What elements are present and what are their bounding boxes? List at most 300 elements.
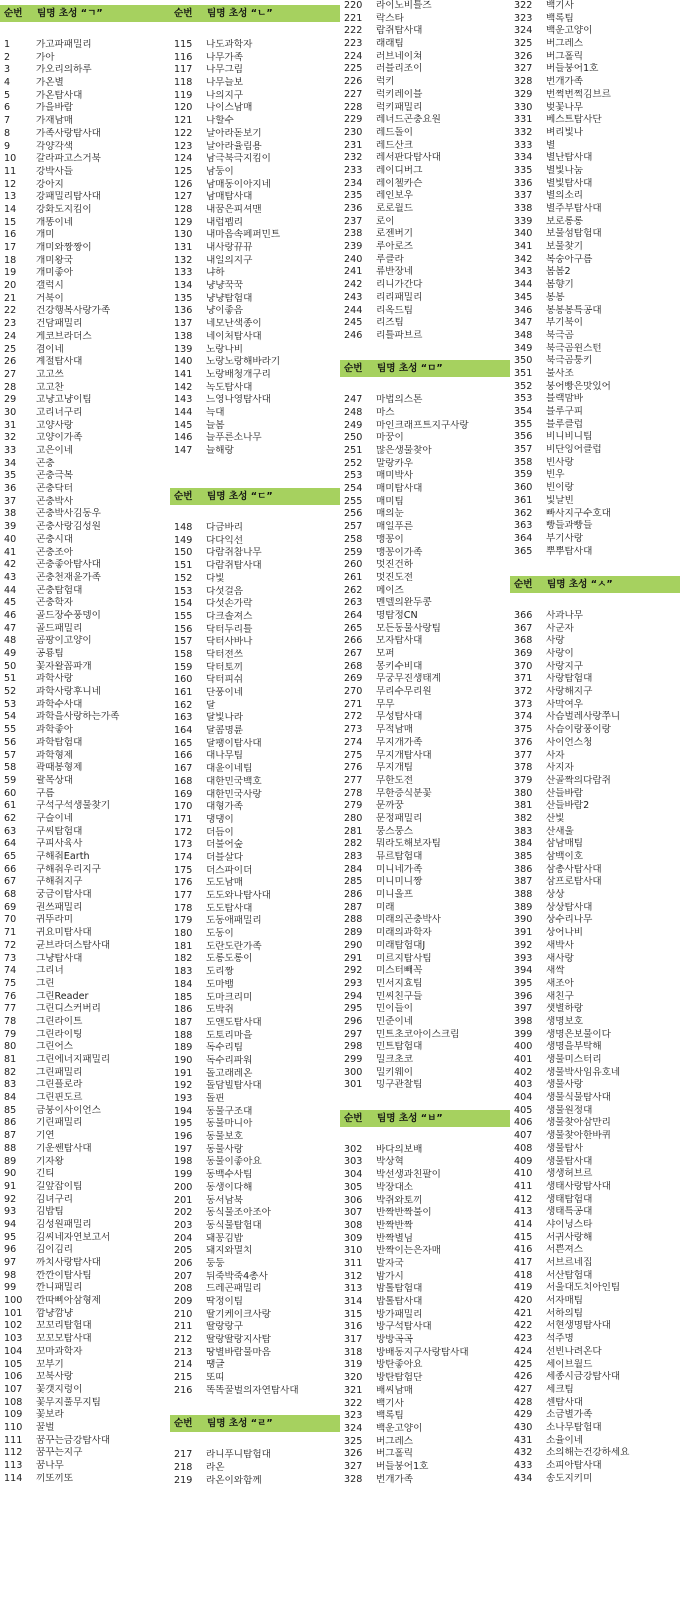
list-item	[0, 1143, 170, 1156]
item-number: 137	[174, 318, 193, 330]
team-name: 소율이네	[546, 1434, 584, 1446]
item-number: 404	[514, 1092, 533, 1104]
list-item	[510, 1092, 680, 1105]
item-number: 329	[514, 88, 533, 100]
list-item	[170, 979, 340, 992]
item-number: 199	[174, 1169, 193, 1181]
list-item	[510, 1041, 680, 1054]
item-number: 420	[514, 1295, 533, 1307]
team-name: 산골짝의다람쥐	[546, 774, 611, 786]
team-name: 북극곰	[546, 329, 574, 341]
list-item	[0, 902, 170, 915]
item-number: 159	[174, 661, 193, 673]
item-number: 275	[344, 749, 363, 761]
team-name: 붕어빵은맛있어	[546, 380, 611, 392]
team-name: 마스	[376, 406, 395, 418]
list-item	[0, 166, 170, 179]
item-number: 243	[344, 291, 363, 303]
list-item	[170, 890, 340, 903]
list-item	[170, 1271, 340, 1284]
list-item	[340, 788, 510, 801]
item-number: 70	[4, 914, 17, 926]
team-name: 독수리파워	[206, 1054, 253, 1066]
team-name: 남매동이아지네	[206, 178, 271, 190]
team-name: 개똥이네	[36, 216, 74, 228]
team-name: 나의지구	[206, 89, 244, 101]
item-number: 372	[514, 686, 533, 698]
team-name: 사랑해지구	[546, 686, 593, 698]
team-name: 동물마니아	[206, 1118, 253, 1130]
team-name: 번쩍번쩍김브르	[546, 88, 611, 100]
team-name: 드레곤패밀리	[206, 1283, 262, 1295]
team-name: 방배동지구사랑탐사대	[376, 1346, 469, 1358]
list-item	[170, 877, 340, 890]
team-name: 생물원정대	[546, 1104, 593, 1116]
team-name: 그린	[36, 977, 55, 989]
team-name: 베스트탐사단	[546, 114, 602, 126]
list-item	[0, 128, 170, 141]
team-name: 생물박사임유호네	[546, 1066, 621, 1078]
item-number: 308	[344, 1219, 363, 1231]
team-name: 서울대도치아인팀	[546, 1282, 621, 1294]
header-initial: ㄹ	[257, 1418, 267, 1430]
team-name: 각양각색	[36, 140, 74, 152]
item-number: 132	[174, 254, 193, 266]
team-name: 과학을사랑하는가족	[36, 711, 120, 723]
list-item	[170, 229, 340, 242]
list-item	[510, 127, 680, 140]
item-number: 271	[344, 698, 363, 710]
list-item	[340, 750, 510, 763]
team-name: 서현생명탐사대	[546, 1320, 611, 1332]
list-item	[0, 356, 170, 369]
team-name: 도박쥐	[206, 1004, 234, 1016]
header-number-label: 순번	[344, 363, 363, 375]
list-item	[170, 801, 340, 814]
list-item	[510, 1003, 680, 1016]
item-number: 127	[174, 191, 193, 203]
list-item	[0, 547, 170, 560]
team-name: 갈라파고스거북	[36, 153, 101, 165]
list-item	[0, 876, 170, 889]
item-number: 244	[344, 304, 363, 316]
item-number: 122	[174, 127, 193, 139]
list-item	[510, 520, 680, 533]
item-number: 433	[514, 1460, 533, 1471]
team-name: 백록팀	[376, 1410, 404, 1422]
team-name: 별	[546, 139, 556, 151]
list-item	[0, 762, 170, 775]
list-item	[340, 496, 510, 509]
team-name: 마인크래프트지구사랑	[376, 419, 469, 431]
item-number: 230	[344, 126, 363, 138]
team-name: 밀키웨이	[376, 1066, 414, 1078]
team-name: 백운고양이	[376, 1422, 423, 1434]
item-number: 107	[4, 1383, 23, 1395]
list-item	[170, 166, 340, 179]
list-item	[170, 1106, 340, 1119]
item-number: 290	[344, 939, 363, 951]
item-number: 351	[514, 367, 533, 379]
item-number: 301	[344, 1079, 363, 1091]
team-name: 꼬꼬모탐사대	[36, 1333, 92, 1345]
team-name: 대한민국사랑	[206, 788, 262, 800]
list-item	[340, 445, 510, 458]
item-number: 164	[174, 725, 193, 737]
list-item	[510, 965, 680, 978]
item-number: 113	[4, 1460, 23, 1471]
list-item	[340, 140, 510, 153]
list-item	[510, 1181, 680, 1194]
team-name: 매의눈	[376, 508, 404, 520]
item-number: 98	[4, 1269, 17, 1281]
item-number: 135	[174, 292, 193, 304]
item-number: 90	[4, 1168, 17, 1180]
item-number: 96	[4, 1244, 17, 1256]
item-number: 234	[344, 177, 363, 189]
team-name: 대윤이네팀	[206, 763, 253, 775]
list-item	[0, 534, 170, 547]
list-item	[170, 674, 340, 687]
item-number: 131	[174, 242, 193, 253]
item-number: 156	[174, 623, 193, 635]
team-name: 새박사	[546, 939, 574, 951]
list-item	[0, 1054, 170, 1067]
item-number: 303	[344, 1156, 363, 1168]
item-number: 35	[4, 470, 17, 482]
team-name: 그린플로라	[36, 1079, 83, 1091]
team-name: 무지개팀	[376, 762, 414, 774]
item-number: 228	[344, 101, 363, 113]
team-name: 불사조	[546, 367, 574, 379]
team-name: 돌고래레온	[206, 1067, 253, 1079]
team-name: 꽃자왈꼼파개	[36, 660, 92, 672]
team-name: 산새울	[546, 825, 574, 837]
item-number: 387	[514, 876, 533, 888]
item-number: 148	[174, 522, 193, 534]
list-item	[340, 800, 510, 813]
item-number: 86	[4, 1117, 17, 1129]
team-name: 사자	[546, 749, 565, 761]
item-number: 23	[4, 318, 17, 330]
list-item	[340, 190, 510, 203]
list-item	[170, 966, 340, 979]
list-item	[170, 242, 340, 255]
list-item	[0, 1156, 170, 1169]
item-number: 120	[174, 102, 193, 114]
item-number: 316	[344, 1321, 363, 1333]
list-item	[510, 76, 680, 89]
item-number: 247	[344, 394, 363, 406]
item-number: 173	[174, 839, 193, 851]
item-number: 82	[4, 1066, 17, 1078]
item-number: 258	[344, 533, 363, 545]
list-item	[170, 369, 340, 382]
team-name: 루클라	[376, 253, 404, 265]
team-name: 사슴이랑풍이랑	[546, 724, 611, 736]
list-item	[510, 1397, 680, 1410]
list-item	[170, 522, 340, 535]
team-name: 고양사랑	[36, 419, 74, 431]
team-name: 건담패밀리	[36, 318, 83, 330]
team-name: 네이처탐사대	[206, 330, 262, 342]
team-name: 닥터피쉬	[206, 674, 244, 686]
team-name: 날아라돋보기	[206, 127, 262, 139]
list-item	[340, 1359, 510, 1372]
list-item	[340, 266, 510, 279]
item-number: 123	[174, 140, 193, 152]
list-item	[340, 547, 510, 560]
list-item	[340, 914, 510, 927]
team-name: 새싹	[546, 965, 565, 977]
item-number: 381	[514, 800, 533, 812]
list-item	[510, 178, 680, 191]
item-number: 370	[514, 660, 533, 672]
item-number: 325	[344, 1435, 363, 1447]
list-item	[510, 190, 680, 203]
list-item	[510, 623, 680, 636]
item-number: 83	[4, 1079, 17, 1091]
list-item	[510, 1029, 680, 1042]
team-name: 거북이	[36, 292, 64, 304]
item-number: 11	[4, 165, 17, 177]
team-name: 생태탐험대	[546, 1193, 593, 1205]
list-item	[510, 737, 680, 750]
team-name: 그린라이트	[36, 1015, 83, 1027]
item-number: 22	[4, 305, 17, 317]
item-number: 383	[514, 825, 533, 837]
item-number: 47	[4, 622, 17, 634]
item-number: 272	[344, 711, 363, 723]
item-number: 285	[344, 876, 363, 888]
list-item	[340, 1448, 510, 1461]
list-item	[0, 648, 170, 661]
team-name: 개미좋아	[36, 267, 74, 279]
list-item	[510, 673, 680, 686]
item-number: 267	[344, 648, 363, 659]
team-name: 마꿍이	[376, 432, 404, 444]
list-item	[510, 1232, 680, 1245]
team-name: 상상탐사대	[546, 901, 593, 913]
list-item	[170, 547, 340, 560]
list-item	[0, 965, 170, 978]
team-name: 박장대소	[376, 1181, 414, 1193]
item-number: 421	[514, 1307, 533, 1319]
item-number: 281	[344, 825, 363, 837]
header-number-label: 순번	[174, 1418, 193, 1430]
item-number: 166	[174, 750, 193, 762]
list-item	[340, 864, 510, 877]
item-number: 353	[514, 393, 533, 405]
list-item	[510, 813, 680, 826]
list-item	[340, 1041, 510, 1054]
list-item	[340, 1296, 510, 1309]
team-name: 길앞잡이팀	[36, 1180, 83, 1192]
team-name: 꼬북사랑	[36, 1371, 74, 1383]
item-number: 394	[514, 965, 533, 977]
list-item	[170, 1131, 340, 1144]
list-item	[0, 115, 170, 128]
list-item	[340, 1474, 510, 1487]
list-item	[510, 38, 680, 51]
list-item	[510, 953, 680, 966]
team-name: 세크팀	[546, 1383, 574, 1395]
team-name: 과학형제	[36, 749, 74, 761]
team-name: 샤이닝스타	[546, 1218, 593, 1230]
item-number: 74	[4, 965, 17, 977]
list-item	[510, 1016, 680, 1029]
list-item	[0, 331, 170, 344]
list-item	[170, 344, 340, 357]
list-item	[340, 1283, 510, 1296]
list-item	[170, 141, 340, 154]
list-item	[0, 508, 170, 521]
list-item	[340, 470, 510, 483]
team-name: 맹꽁이가족	[376, 546, 423, 558]
item-number: 217	[174, 1449, 193, 1461]
list-item	[510, 1422, 680, 1435]
list-item	[0, 344, 170, 357]
item-number: 282	[344, 838, 363, 850]
item-number: 133	[174, 267, 193, 279]
list-item	[170, 1321, 340, 1334]
list-item	[0, 775, 170, 788]
list-item	[170, 789, 340, 802]
item-number: 12	[4, 178, 17, 190]
item-number: 64	[4, 838, 17, 850]
item-number: 407	[514, 1130, 533, 1142]
team-name: 리니가간다	[376, 279, 423, 291]
item-number: 350	[514, 355, 533, 367]
team-name: 닥터토끼	[206, 661, 244, 673]
item-number: 219	[174, 1474, 193, 1486]
item-number: 218	[174, 1461, 193, 1473]
team-name: 사막여우	[546, 698, 584, 710]
item-number: 406	[514, 1117, 533, 1129]
list-item	[0, 953, 170, 966]
list-item	[340, 673, 510, 686]
list-item	[510, 826, 680, 839]
team-name: 귀뚜라미	[36, 914, 74, 926]
header-number-label: 순번	[344, 1112, 363, 1124]
team-name: 매미탐사대	[376, 483, 423, 495]
list-item	[510, 1206, 680, 1219]
list-item	[510, 546, 680, 559]
team-name: 매미팀	[376, 495, 404, 507]
item-number: 355	[514, 418, 533, 430]
list-item	[510, 1447, 680, 1460]
team-name: 개미와짱짱이	[36, 242, 92, 253]
list-item	[340, 711, 510, 724]
item-number: 276	[344, 762, 363, 774]
team-name: 동생이다해	[206, 1181, 253, 1193]
item-number: 236	[344, 203, 363, 214]
list-item	[0, 280, 170, 293]
list-item	[340, 661, 510, 674]
item-number: 202	[174, 1207, 193, 1219]
team-name: 기린패밀리	[36, 1117, 83, 1129]
team-name: 레서판다탐사대	[376, 152, 441, 164]
team-name: 빵들과빵들	[546, 520, 593, 532]
team-name: 블랙맘바	[546, 393, 584, 405]
list-item	[170, 1118, 340, 1131]
list-item	[510, 102, 680, 115]
item-number: 374	[514, 711, 533, 723]
list-item	[0, 64, 170, 77]
header-initial: ㄴ	[257, 8, 267, 19]
list-item	[510, 1156, 680, 1169]
team-name: 동물보호	[206, 1131, 244, 1143]
list-item	[510, 152, 680, 165]
item-number: 270	[344, 686, 363, 698]
list-item	[340, 483, 510, 496]
item-number: 322	[344, 1397, 363, 1409]
list-item	[510, 355, 680, 368]
list-item	[170, 1449, 340, 1462]
team-name: 깐깐이탐사팀	[36, 1269, 92, 1281]
team-name: 복숭아구름	[546, 253, 593, 265]
item-number: 362	[514, 507, 533, 519]
team-name: 박상혁	[376, 1156, 404, 1168]
list-item	[0, 407, 170, 420]
list-item	[340, 292, 510, 305]
item-number: 32	[4, 432, 17, 444]
team-name: 노랑나비	[206, 343, 244, 355]
item-number: 401	[514, 1054, 533, 1065]
team-name: 날아라율림용	[206, 140, 262, 152]
header-number-label: 순번	[174, 491, 193, 503]
item-number: 418	[514, 1269, 533, 1281]
team-name: 달콤명륜	[206, 725, 244, 737]
team-name: 소의해는건강하세요	[546, 1447, 630, 1459]
item-number: 205	[174, 1245, 193, 1257]
team-name: 많은생물찾아	[376, 445, 432, 456]
list-item	[170, 1030, 340, 1043]
header-quote-close: ”	[436, 1112, 443, 1124]
item-number: 342	[514, 253, 533, 265]
list-item	[510, 864, 680, 877]
list-item	[0, 255, 170, 268]
item-number: 172	[174, 826, 193, 838]
list-item	[340, 420, 510, 433]
team-name: 생명을부탁해	[546, 1041, 602, 1053]
item-number: 203	[174, 1219, 193, 1231]
item-number: 174	[174, 851, 193, 863]
list-item	[340, 1079, 510, 1092]
item-number: 43	[4, 571, 17, 583]
item-number: 66	[4, 863, 17, 875]
team-name: 땅별바람물마음	[206, 1346, 271, 1358]
team-name: 가온별	[36, 77, 64, 89]
item-number: 239	[344, 241, 363, 253]
list-item	[170, 839, 340, 852]
team-name: 반짝반짝불이	[376, 1207, 432, 1219]
item-number: 328	[344, 1473, 363, 1485]
list-item	[510, 661, 680, 674]
item-number: 79	[4, 1028, 17, 1040]
team-name: 무지개탐사대	[376, 749, 432, 761]
list-item	[170, 725, 340, 738]
item-number: 422	[514, 1320, 533, 1332]
team-name: 생태사랑탐사대	[546, 1180, 611, 1192]
item-number: 34	[4, 457, 17, 469]
item-number: 42	[4, 559, 17, 571]
item-number: 160	[174, 674, 193, 686]
item-number: 3	[4, 64, 11, 76]
team-name: 락스타	[376, 12, 404, 24]
list-item	[0, 724, 170, 737]
list-item	[170, 662, 340, 675]
